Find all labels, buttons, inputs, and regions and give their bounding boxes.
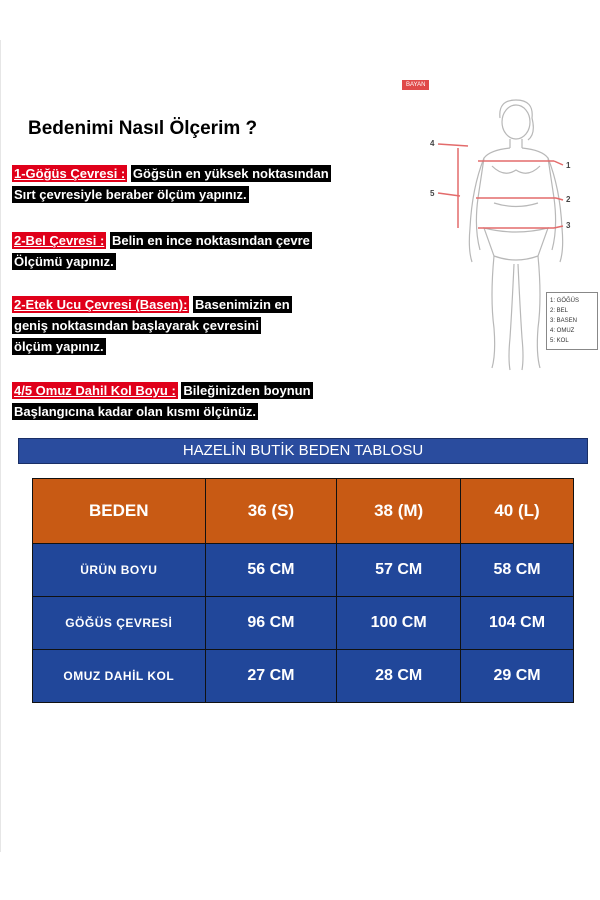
arm-leader-line: [438, 193, 460, 196]
page-title: Bedenimi Nasıl Ölçerim ?: [28, 118, 258, 139]
table-row: [33, 650, 574, 703]
instruction-text: Sırt çevresiyle beraber ölçüm yapınız.: [14, 187, 247, 202]
instruction-line: [12, 230, 312, 251]
table-cell: 100 CM: [337, 597, 461, 650]
figure-legend: [546, 292, 598, 350]
instruction-text: ölçüm yapınız.: [14, 339, 104, 354]
instruction-label: 1-Göğüs Çevresi :: [14, 166, 126, 181]
instruction-sleeve: [12, 380, 313, 422]
instruction-text: Basenimizin en: [195, 297, 290, 312]
header-cell-38: 38 (M): [337, 479, 461, 544]
head-outline: [502, 105, 530, 139]
table-cell: 96 CM: [205, 597, 337, 650]
instruction-text: Bileğinizden boynun: [183, 383, 311, 398]
table-cell: 58 CM: [461, 544, 574, 597]
waist-outline: [494, 203, 538, 207]
instruction-text: geniş noktasından başlayarak çevresini: [14, 318, 259, 333]
instruction-line: [12, 294, 292, 315]
table-cell: 29 CM: [461, 650, 574, 703]
instruction-chest: [12, 163, 331, 205]
instruction-label: 4/5 Omuz Dahil Kol Boyu :: [14, 383, 176, 398]
table-row: [33, 597, 574, 650]
size-table: [32, 478, 574, 703]
hair-outline: [500, 100, 534, 140]
instruction-label: 2-Etek Ucu Çevresi (Basen):: [14, 297, 188, 312]
legend-item: 3: BASEN: [550, 318, 578, 324]
table-cell: 57 CM: [337, 544, 461, 597]
instruction-text: Belin en ince noktasından çevre: [111, 233, 310, 248]
size-table-title: HAZELİN BUTİK BEDEN TABLOSU: [18, 438, 588, 464]
instruction-line: [12, 315, 292, 336]
instruction-line: [12, 401, 313, 422]
marker-1: 1: [566, 161, 571, 170]
legend-item: 5: KOL: [550, 338, 569, 344]
legend-item: 1: GÖĞÜS: [550, 298, 580, 304]
neck-outline: [510, 139, 522, 148]
marker-5: 5: [430, 189, 435, 198]
row-label: GÖĞÜS ÇEVRESİ: [33, 597, 206, 650]
instruction-waist: [12, 230, 312, 272]
table-cell: 56 CM: [205, 544, 337, 597]
left-divider-line: [0, 40, 1, 852]
left-leg-outline: [492, 256, 514, 370]
legend-item: 4: OMUZ: [550, 328, 575, 334]
table-cell: 104 CM: [461, 597, 574, 650]
briefs-outline: [484, 228, 548, 260]
row-label: OMUZ DAHİL KOL: [33, 650, 206, 703]
instruction-line: [12, 336, 292, 357]
chest-leader-line: [554, 161, 563, 165]
header-cell-36: 36 (S): [205, 479, 337, 544]
table-header-row: [33, 479, 574, 544]
bust-outline: [492, 166, 540, 173]
row-label: ÜRÜN BOYU: [33, 544, 206, 597]
instruction-text: Göğsün en yüksek noktasından: [132, 166, 329, 181]
table-cell: 28 CM: [337, 650, 461, 703]
table-row: [33, 544, 574, 597]
header-cell-size: BEDEN: [33, 479, 206, 544]
body-measurement-figure: [398, 78, 598, 378]
figure-tag: BAYAN: [402, 80, 429, 90]
legend-item: 2: BEL: [550, 308, 569, 314]
marker-2: 2: [566, 195, 571, 204]
marker-3: 3: [566, 221, 571, 230]
instruction-text: Başlangıcına kadar olan kısmı ölçünüz.: [14, 404, 257, 419]
instruction-line: [12, 184, 331, 205]
instruction-line: [12, 251, 312, 272]
torso-outline: [476, 148, 555, 250]
instruction-line: [12, 380, 313, 401]
marker-4: 4: [430, 139, 435, 148]
table-cell: 27 CM: [205, 650, 337, 703]
waist-leader-line: [556, 198, 563, 200]
instruction-label: 2-Bel Çevresi :: [14, 233, 105, 248]
header-cell-40: 40 (L): [461, 479, 574, 544]
right-leg-outline: [518, 256, 540, 370]
shoulder-leader-line: [438, 144, 468, 146]
instruction-line: [12, 163, 331, 184]
instruction-hip: [12, 294, 292, 357]
instruction-text: Ölçümü yapınız.: [14, 254, 114, 269]
